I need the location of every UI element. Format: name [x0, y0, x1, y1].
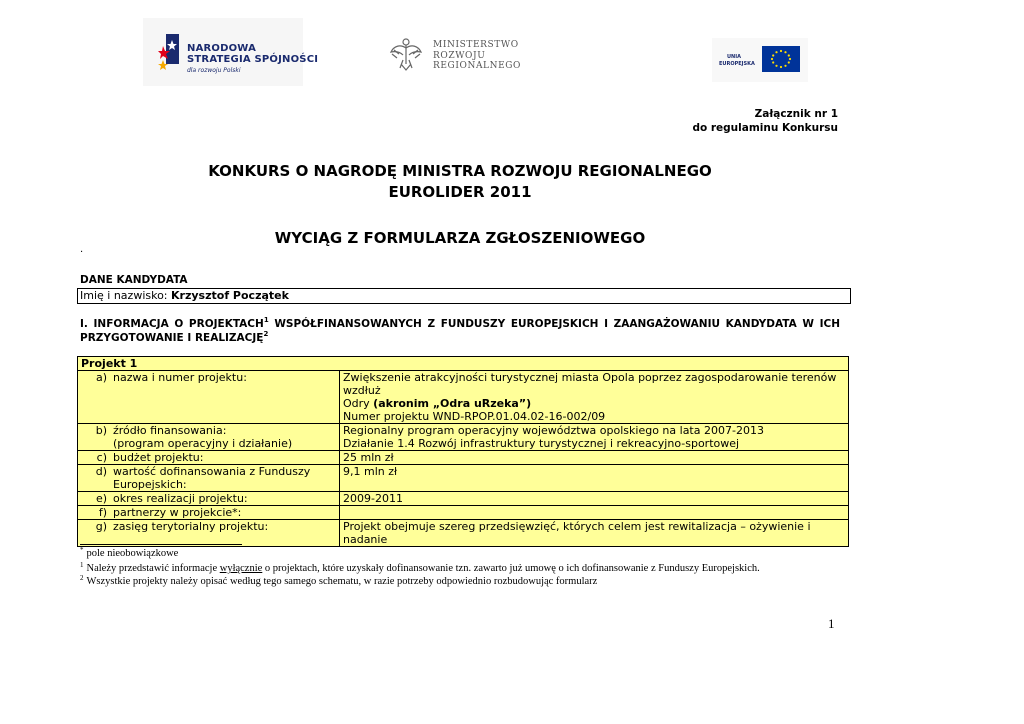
project-acronym: (akronim „Odra uRzeka”): [373, 397, 532, 410]
row-value: [340, 371, 849, 424]
cofinancing-value: 9,1 mln zł: [340, 465, 849, 492]
polish-eagle-icon: [388, 36, 424, 72]
footnote-star-mark: *: [80, 546, 84, 554]
footnote-1-mark: 1: [80, 561, 84, 569]
row-label: [78, 371, 340, 424]
nss-logo-line3: dla rozwoju Polski: [187, 67, 241, 74]
project-period: 2009-2011: [340, 492, 849, 506]
footnote-ref-1: 1: [263, 316, 269, 324]
footnote-1-text-b: o projektach, które uzyskały dofinansowanie tzn. zawarto już umowę o ich dofinansowanie z Funduszy Europejskich.: [262, 563, 760, 574]
funding-measure: Działanie 1.4 Rozwój infrastruktury turystycznej i rekreacyjno-sportowej: [343, 437, 740, 450]
territorial-scope: Projekt obejmuje szereg przedsięwzięć, których celem jest rewitalizacja – ożywienie i nadanie: [340, 520, 849, 547]
stray-dot: ·: [80, 247, 84, 258]
row-letter: f): [98, 506, 107, 519]
row-label-text: zasięg terytorialny projektu:: [113, 520, 269, 533]
section-heading-part2: WSPÓŁFINANSOWANYCH Z FUNDUSZY EUROPEJSKICH I ZAANGAŻOWANIU KANDYDATA W ICH PRZYGOTOWANIE I REALIZACJĘ: [80, 318, 840, 344]
footnote-2: [80, 576, 597, 587]
project-header: Projekt 1: [78, 357, 849, 371]
row-letter: c): [96, 451, 107, 464]
row-label: [78, 492, 340, 506]
table-row: [78, 371, 849, 424]
footnote-1: [80, 563, 760, 574]
row-label-text-2: Europejskich:: [113, 478, 187, 491]
footnote-ref-2: 2: [263, 330, 269, 338]
table-row: [78, 520, 849, 547]
eu-logo-line1: UNIA: [727, 54, 741, 60]
annex-number: Załącznik nr 1: [754, 108, 838, 120]
project-budget: 25 mln zł: [340, 451, 849, 465]
row-label-text: nazwa i numer projektu:: [113, 371, 247, 384]
project-header-row: [78, 357, 849, 371]
table-row: [78, 506, 849, 520]
contest-subtitle: EUROLIDER 2011: [388, 183, 532, 201]
ministry-logo-line1: MINISTERSTWO: [433, 40, 519, 50]
nss-logo-line1: NARODOWA: [187, 43, 257, 54]
page-number: 1: [828, 616, 835, 631]
eu-logo-line2: EUROPEJSKA: [719, 61, 755, 67]
candidate-heading: DANE KANDYDATA: [80, 274, 188, 286]
row-letter: a): [95, 371, 107, 384]
project-partners: [340, 506, 849, 520]
project-number: Numer projektu WND-RPOP.01.04.02-16-002/09: [343, 410, 606, 423]
project-name-line2: [343, 397, 845, 410]
footnote-2-text: Wszystkie projekty należy opisać według tego samego schematu, w razie potrzeby odpowiednio rozbudowując formularz: [86, 576, 598, 587]
row-label: [78, 465, 340, 492]
row-label-text-2: (program operacyjny i działanie): [113, 437, 293, 450]
ministry-logo-line3: REGIONALNEGO: [433, 61, 522, 71]
row-label: [78, 451, 340, 465]
form-title: WYCIĄG Z FORMULARZA ZGŁOSZENIOWEGO: [274, 229, 646, 247]
section-heading: [80, 317, 840, 345]
footnote-star-text: pole nieobowiązkowe: [86, 548, 179, 559]
project-table: [77, 356, 849, 547]
row-label: [78, 520, 340, 547]
project-name-river: Odry: [343, 397, 374, 410]
row-label-text: okres realizacji projektu:: [113, 492, 248, 505]
candidate-name-label: Imię i nazwisko:: [80, 289, 168, 302]
row-label-text: wartość dofinansowania z Funduszy: [113, 465, 311, 478]
row-label: [78, 506, 340, 520]
row-label: [78, 424, 340, 451]
ministry-logo-line2: ROZWOJU: [433, 51, 486, 61]
ministry-logo: [388, 36, 522, 76]
annex-reference: do regulaminu Konkursu: [692, 122, 838, 134]
section-heading-part1: I. INFORMACJA O PROJEKTACH: [80, 318, 264, 330]
nss-star-logo-icon: [157, 34, 179, 72]
row-label-text: budżet projektu:: [113, 451, 204, 464]
row-letter: b): [95, 424, 107, 437]
row-letter: d): [95, 465, 107, 478]
candidate-name-field: [77, 288, 851, 304]
funding-program: Regionalny program operacyjny województwa opolskiego na lata 2007-2013: [343, 424, 764, 437]
candidate-name-value: Krzysztof Początek: [171, 289, 289, 302]
table-row: [78, 451, 849, 465]
eu-flag-icon: [762, 46, 800, 72]
row-letter: e): [95, 492, 107, 505]
table-row: [78, 492, 849, 506]
row-value: [340, 424, 849, 451]
nss-logo: [143, 18, 319, 86]
footnote-1-emphasis: wyłącznie: [219, 563, 263, 574]
table-row: [78, 424, 849, 451]
footnote-1-text-a: Należy przedstawić informacje: [86, 563, 220, 574]
footnote-separator: [80, 544, 242, 545]
contest-title: KONKURS O NAGRODĘ MINISTRA ROZWOJU REGIONALNEGO: [208, 162, 712, 180]
row-label-text: źródło finansowania:: [113, 424, 227, 437]
footnote-2-mark: 2: [80, 574, 84, 582]
nss-logo-line2: STRATEGIA SPÓJNOŚCI: [187, 54, 319, 65]
row-label-text: partnerzy w projekcie*:: [113, 506, 242, 519]
row-letter: g): [95, 520, 107, 533]
table-row: [78, 465, 849, 492]
footnote-star: [80, 548, 178, 559]
eu-logo: [712, 38, 808, 82]
project-name-line1: Zwiększenie atrakcyjności turystycznej miasta Opola poprzez zagospodarowanie terenów wzdłuż: [343, 371, 837, 397]
